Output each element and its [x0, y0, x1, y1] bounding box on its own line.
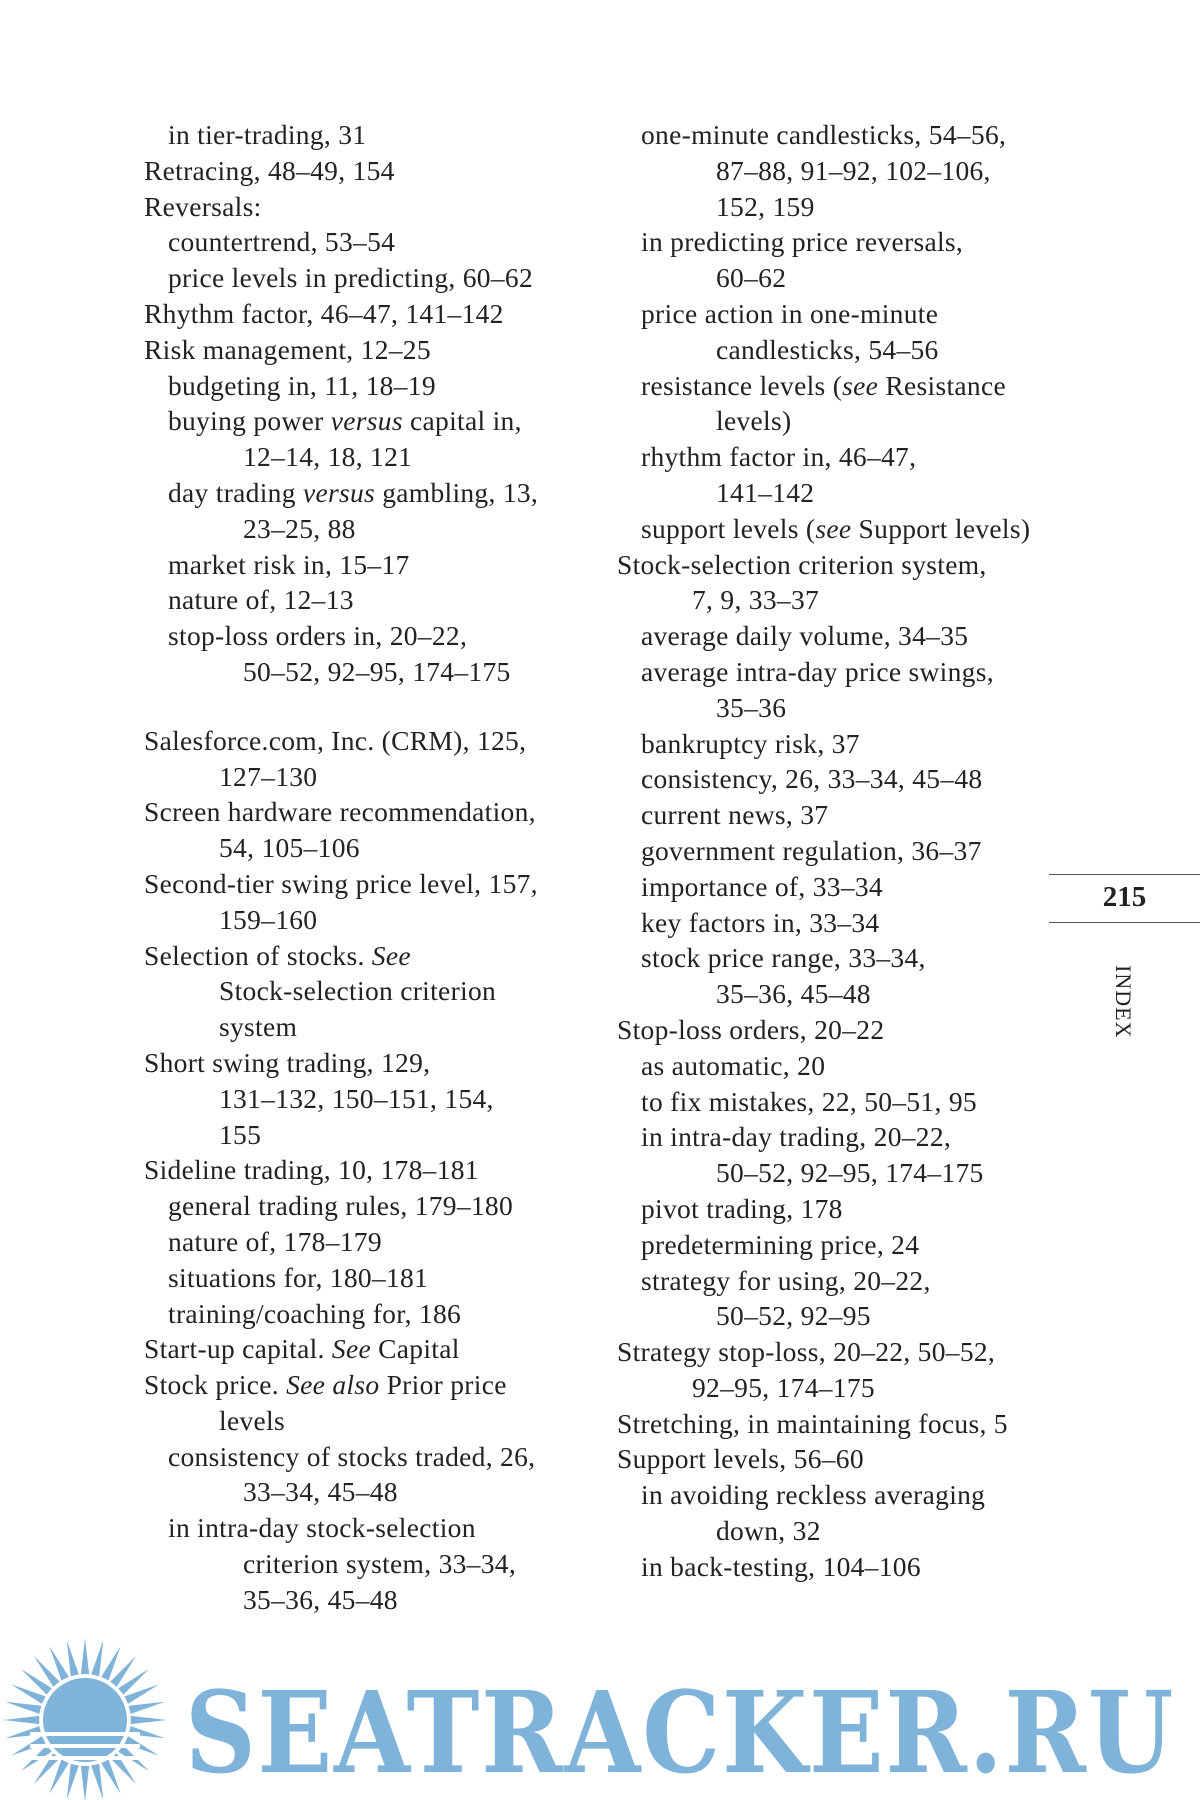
entry-continuation: 152, 159	[716, 190, 815, 222]
index-subentry	[617, 1477, 1057, 1549]
entry-continuation: 50–52, 92–95	[716, 1300, 871, 1332]
section-label: INDEX	[1111, 965, 1136, 1039]
entry-text: Start-up capital. See Capital	[144, 1333, 460, 1365]
sun-ray	[91, 1764, 103, 1800]
entry-text: buying power versus capital in,	[168, 405, 522, 437]
index-entry	[144, 1331, 584, 1367]
entry-text: to fix mistakes, 22, 50–51, 95	[641, 1085, 977, 1117]
entry-text: nature of, 12–13	[168, 584, 354, 616]
entry-text: budgeting in, 11, 18–19	[168, 369, 436, 401]
entry-text: Stretching, in maintaining focus, 5	[617, 1407, 1008, 1439]
entry-text: strategy for using, 20–22,	[641, 1264, 931, 1296]
index-subentry	[144, 260, 584, 296]
entry-text: situations for, 180–181	[168, 1261, 429, 1293]
entry-text: Screen hardware recommendation,	[144, 796, 536, 828]
entry-continuation: down, 32	[716, 1515, 821, 1547]
entry-text: key factors in, 33–34	[641, 906, 880, 938]
index-subentry	[144, 582, 584, 618]
entry-text: average daily volume, 34–35	[641, 620, 969, 652]
index-subentry	[617, 726, 1057, 762]
index-entry	[144, 153, 584, 189]
entry-continuation: 87–88, 91–92, 102–106,	[716, 154, 991, 186]
entry-text: consistency of stocks traded, 26,	[168, 1440, 536, 1472]
index-subentry	[617, 511, 1057, 547]
index-entry	[144, 938, 584, 1045]
index-entry	[144, 332, 584, 368]
entry-text: pivot trading, 178	[641, 1192, 843, 1224]
index-subentry	[144, 475, 584, 547]
entry-continuation: 141–142	[716, 476, 815, 508]
index-entry	[144, 1367, 584, 1439]
entry-continuation: criterion system, 33–34,	[243, 1548, 516, 1580]
index-subentry	[617, 1227, 1057, 1263]
entry-text: support levels (see Support levels)	[641, 512, 1031, 544]
entry-continuation: 50–52, 92–95, 174–175	[716, 1157, 984, 1189]
entry-text: day trading versus gambling, 13,	[168, 476, 539, 508]
index-subentry	[617, 654, 1057, 726]
sun-ray	[67, 1640, 79, 1676]
index-entry	[144, 1152, 584, 1188]
index-subentry	[144, 547, 584, 583]
entry-text: government regulation, 36–37	[641, 834, 982, 866]
entry-text: Short swing trading, 129,	[144, 1046, 431, 1078]
letter-group-gap	[144, 690, 584, 723]
sun-ray	[81, 1638, 89, 1674]
index-subentry	[617, 797, 1057, 833]
sun-ray	[5, 1702, 41, 1714]
entry-text: Rhythm factor, 46–47, 141–142	[144, 297, 504, 329]
index-entry	[144, 866, 584, 938]
entry-continuation: 92–95, 174–175	[692, 1371, 875, 1403]
index-entry	[144, 794, 584, 866]
index-subentry	[617, 296, 1057, 368]
entry-text: in back-testing, 104–106	[641, 1550, 921, 1582]
entry-text: Risk management, 12–25	[144, 333, 431, 365]
index-entry	[617, 547, 1057, 619]
entry-text: Strategy stop-loss, 20–22, 50–52,	[617, 1336, 996, 1368]
entry-text: stock price range, 33–34,	[641, 942, 926, 974]
index-subentry	[617, 117, 1057, 224]
entry-text: in intra-day stock-selection	[168, 1512, 476, 1544]
entry-text: one-minute candlesticks, 54–56,	[641, 119, 1007, 150]
entry-text: as automatic, 20	[641, 1049, 826, 1081]
index-subentry	[617, 224, 1057, 296]
entry-text: market risk in, 15–17	[168, 548, 410, 580]
entry-continuation: candlesticks, 54–56	[716, 333, 939, 365]
entry-text: rhythm factor in, 46–47,	[641, 441, 917, 473]
index-entry	[617, 1012, 1057, 1048]
entry-text: price levels in predicting, 60–62	[168, 262, 534, 294]
index-entry	[617, 1406, 1057, 1442]
entry-text: Sideline trading, 10, 178–181	[144, 1154, 479, 1186]
sun-ray	[67, 1764, 79, 1800]
sun-ray	[129, 1702, 165, 1714]
index-entry	[144, 1045, 584, 1152]
index-subentry	[617, 439, 1057, 511]
index-column-left	[144, 117, 584, 1618]
entry-text: Second-tier swing price level, 157,	[144, 867, 538, 899]
entry-text: predetermining price, 24	[641, 1228, 920, 1260]
entry-text: in intra-day trading, 20–22,	[641, 1121, 952, 1153]
entry-text: Stop-loss orders, 20–22	[617, 1013, 885, 1045]
sun-ray	[91, 1640, 103, 1676]
entry-text: Retracing, 48–49, 154	[144, 154, 395, 186]
entry-text: consistency, 26, 33–34, 45–48	[641, 763, 983, 795]
index-subentry	[617, 618, 1057, 654]
index-subentry	[144, 1224, 584, 1260]
index-entry	[617, 1334, 1057, 1406]
watermark	[0, 1620, 1200, 1800]
entry-text: Support levels, 56–60	[617, 1443, 864, 1475]
entry-continuation: levels	[219, 1404, 285, 1436]
entry-text: Stock-selection criterion system,	[617, 548, 987, 580]
index-entry	[144, 189, 584, 225]
folio-rule-bottom	[1049, 922, 1200, 923]
entry-text: training/coaching for, 186	[168, 1297, 462, 1329]
index-subentry	[144, 368, 584, 404]
entry-continuation: system	[219, 1011, 298, 1043]
entry-continuation: 35–36, 45–48	[243, 1583, 398, 1615]
index-subentry	[144, 403, 584, 475]
index-column-right	[617, 117, 1057, 1585]
index-entry	[144, 296, 584, 332]
entry-text: general trading rules, 179–180	[168, 1190, 514, 1222]
entry-text: current news, 37	[641, 799, 829, 831]
sun-ray	[131, 1716, 167, 1724]
index-subentry	[617, 940, 1057, 1012]
entry-text: Selection of stocks. See	[144, 939, 411, 971]
sun-ray	[3, 1716, 39, 1724]
entry-text: in avoiding reckless averaging	[641, 1479, 986, 1511]
index-subentry	[144, 1260, 584, 1296]
sun-logo-icon	[3, 1638, 167, 1800]
index-subentry	[144, 224, 584, 260]
index-subentry	[617, 1549, 1057, 1585]
entry-text: nature of, 178–179	[168, 1225, 382, 1257]
entry-text: Stock price. See also Prior price	[144, 1369, 507, 1401]
entry-continuation: 35–36, 45–48	[716, 978, 871, 1010]
index-entry	[144, 723, 584, 795]
index-subentry	[144, 618, 584, 690]
entry-continuation: Stock-selection criterion	[219, 975, 497, 1007]
index-subentry	[617, 1191, 1057, 1227]
index-subentry	[144, 1188, 584, 1224]
page-number: 215	[1102, 881, 1147, 913]
index-subentry	[144, 1439, 584, 1511]
entry-continuation: 35–36	[716, 691, 787, 723]
entry-text: stop-loss orders in, 20–22,	[168, 620, 468, 652]
index-subentry	[617, 1119, 1057, 1191]
entry-continuation: 7, 9, 33–37	[692, 584, 820, 616]
index-subentry	[144, 1510, 584, 1617]
entry-continuation: 131–132, 150–151, 154,	[219, 1082, 494, 1114]
entry-continuation: 60–62	[716, 262, 787, 294]
entry-text: resistance levels (see Resistance	[641, 369, 1006, 401]
index-subentry	[617, 1084, 1057, 1120]
entry-continuation: 155	[219, 1118, 262, 1150]
index-subentry	[617, 761, 1057, 797]
index-subentry	[617, 1263, 1057, 1335]
entry-text: in tier-trading, 31	[168, 119, 367, 150]
entry-continuation: 127–130	[219, 760, 318, 792]
entry-continuation: 33–34, 45–48	[243, 1476, 398, 1508]
entry-continuation: 12–14, 18, 121	[243, 441, 413, 473]
index-subentry	[617, 368, 1057, 440]
entry-continuation: levels)	[716, 405, 792, 437]
index-subentry	[617, 1048, 1057, 1084]
index-subentry	[617, 905, 1057, 941]
entry-continuation: 50–52, 92–95, 174–175	[243, 655, 511, 687]
entry-text: average intra-day price swings,	[641, 655, 994, 687]
index-subentry	[617, 833, 1057, 869]
index-subentry	[617, 869, 1057, 905]
entry-text: Salesforce.com, Inc. (CRM), 125,	[144, 724, 527, 756]
entry-continuation: 23–25, 88	[243, 512, 356, 544]
entry-text: Reversals:	[144, 190, 262, 222]
entry-text: bankruptcy risk, 37	[641, 727, 860, 759]
folio-rule-top	[1049, 874, 1200, 875]
entry-continuation: 54, 105–106	[219, 832, 360, 864]
entry-text: importance of, 33–34	[641, 870, 883, 902]
entry-text: in predicting price reversals,	[641, 226, 964, 258]
sun-ray	[81, 1766, 89, 1800]
entry-text: countertrend, 53–54	[168, 226, 396, 258]
watermark-text: SEATRACKER.RU	[185, 1668, 1175, 1799]
index-subentry	[144, 117, 584, 153]
index-subentry	[144, 1296, 584, 1332]
index-entry	[617, 1441, 1057, 1477]
entry-text: price action in one-minute	[641, 297, 939, 329]
entry-continuation: 159–160	[219, 903, 318, 935]
